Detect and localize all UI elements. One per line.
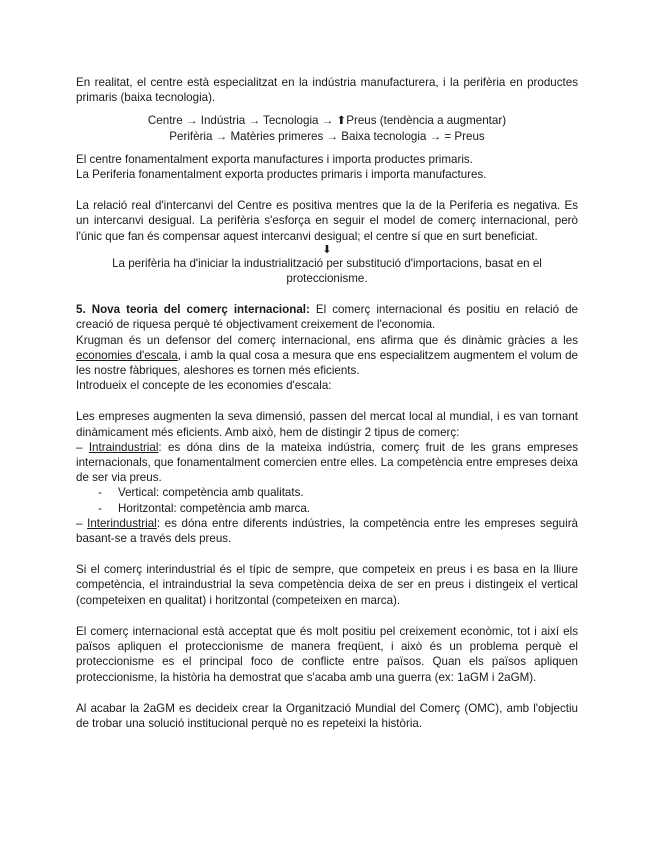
section-5-intro: [76, 302, 578, 332]
paragraph-empreses: Les empreses augmenten la seva dimensió, passen del mercat local al mundial, i es van tornant dinàmicament més eficients. Amb això, hem de distingir 2 tipus de comerç:: [76, 410, 578, 439]
section-5-intro-text: El comerç internacional és positiu en relació de creació de riquesa perquè té objectivament creixement de l'economia.: [76, 303, 579, 332]
down-arrow-icon: ⬇: [322, 243, 332, 256]
krugman-text-b: , i amb la qual cosa a mesura que ens especialitzem augmentem el volum de les nostre fàbriques, aleshores es tornen més eficients.: [76, 348, 579, 378]
paragraph-industrialization: La perifèria ha d'iniciar la industrialització per substitució d'importacions, basat en el proteccionisme.: [112, 256, 542, 286]
paragraph-exchange-relation: La relació real d'intercanvi del Centre es positiva mentres que la de la Periferia es negativa. Es un intercanvi desigual. La perifèria s'esforça en seguir el model de comerç internacional, però l'únic que fan és compensar aquest intercanvi desigual; el centre sí que en surt beneficiat.: [76, 199, 578, 243]
interindustrial-term: Interindustrial: [87, 516, 157, 530]
paragraph-omc: Al acabar la 2aGM es decideix crear la Organització Mundial del Comerç (OMC), amb l'objectiu de trobar una solució institucional perquè no es repeteixi la història.: [76, 701, 578, 730]
paragraph-periferia-exports: La Periferia fonamentalment exporta productes primaris i importa manufactures.: [76, 168, 487, 182]
bullet-dash: -: [98, 486, 102, 500]
intraindustrial-term: Intraindustrial: [88, 440, 159, 454]
bullet-dash: -: [98, 501, 102, 515]
inter-dash: –: [76, 516, 88, 530]
sub-item-vertical: [76, 485, 578, 500]
paragraph-interindustrial-vs-intra: Si el comerç interindustrial és el típic de sempre, que competeix en preus i es basa en la lliure competència, el intraindustrial la seva competència deixa de ser en preus i distingeix el vertical (competeixen en qualitat) i horitzontal (competeixen en marca).: [76, 563, 578, 607]
document-page: [76, 75, 578, 731]
item-intraindustrial: [76, 440, 578, 486]
inter-text: : es dóna entre diferents indústries, la competència entre les empreses seguirà basant-se a través dels preus.: [76, 516, 579, 546]
paragraph-specialization: En realitat, el centre està especialitzat en la indústria manufacturera, i la perifèria en productes primaris (baixa tecnologia).: [76, 76, 578, 105]
economies-escala-term: economies d'escala: [76, 348, 178, 362]
item-interindustrial: [76, 516, 578, 546]
sub-item-horitzontal: [76, 501, 578, 516]
paragraph-centre-exports: El centre fonamentalment exporta manufactures i importa productes primaris.: [76, 152, 473, 166]
flow-periferia: Perifèria → Matèries primeres → Baixa tecnologia → = Preus: [169, 129, 485, 143]
paragraph-proteccionisme: El comerç internacional està acceptat que és molt positiu pel creixement econòmic, tot i així els països apliquen el proteccionisme de manera freqüent, i això és un problema perquè el proteccionisme es el principal foco de conflicte entre països. Quan els països apliquen proteccionisme, la història ha demostrat que s'acaba amb una guerra (ex: 1aGM i 2aGM).: [76, 624, 578, 684]
intra-dash: –: [76, 440, 89, 454]
krugman-text-a: Krugman és un defensor del comerç internacional, ens afirma que és dinàmic gràcies a les: [76, 333, 578, 347]
section-5-heading: 5. Nova teoria del comerç internacional:: [76, 303, 310, 317]
paragraph-introdueix: Introdueix el concepte de les economies d'escala:: [76, 379, 332, 393]
paragraph-krugman: [76, 333, 578, 379]
flow-centre: Centre → Indústria → Tecnologia → ⬆Preus (tendència a augmentar): [147, 114, 507, 128]
intra-text: : es dóna dins de la mateixa indústria, comerç fruit de les grans empreses internacionals, que fonamentalment comercien entre elles. La competència entre empreses deixa de ser via preus.: [76, 440, 579, 485]
sub-item-text: Horitzontal: competència amb marca.: [118, 501, 311, 515]
sub-item-text: Vertical: competència amb qualitats.: [118, 486, 304, 500]
